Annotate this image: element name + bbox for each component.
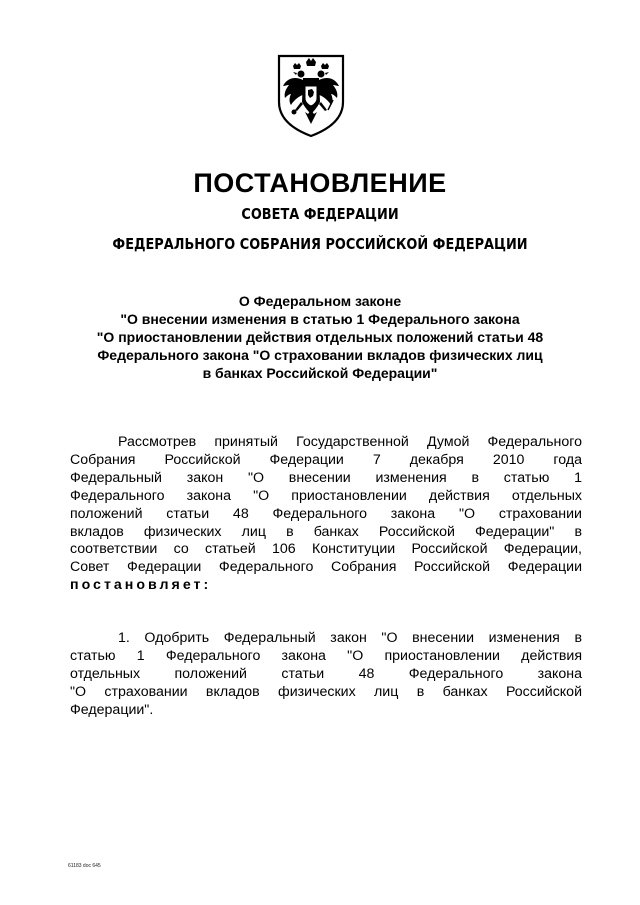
document-title: ПОСТАНОВЛЕНИЕ (193, 168, 447, 198)
paragraph-line: Федеральный закон "О внесении изменения в статью 1 (70, 469, 582, 486)
paragraph-line: статью 1 Федерального закона "О приостановлении действия (70, 647, 582, 664)
paragraph-line: Совет Федерации Федерального Собрания Российской Федерации (70, 559, 582, 576)
law-title (40, 292, 600, 382)
law-title-line: О Федеральном законе (238, 293, 402, 309)
document-subtitle-council: СОВЕТА ФЕДЕРАЦИИ (241, 205, 399, 223)
paragraph-line: Федерального закона "О приостановлении действия отдельных (70, 487, 582, 504)
paragraph-line: 1. Одобрить Федеральный закон "О внесении изменения в (118, 630, 582, 646)
law-title-line: в банках Российской Федерации" (202, 365, 438, 381)
document-code: 61183 doc 645 (68, 863, 101, 869)
law-title-line: "О внесении изменения в статью 1 Федерального закона (120, 311, 520, 327)
preamble-paragraph (70, 434, 582, 595)
document-subtitle-assembly: ФЕДЕРАЛЬНОГО СОБРАНИЯ РОССИЙСКОЙ ФЕДЕРАЦИИ (112, 235, 528, 253)
coat-of-arms-icon (273, 52, 349, 138)
paragraph-line: "О страховании вкладов физических лиц в банках Российской (70, 683, 582, 700)
paragraph-line: вкладов физических лиц в банках Российской Федерации" в (70, 523, 582, 540)
paragraph-line: Рассмотрев принятый Государственной Думой Федерального (118, 434, 582, 450)
resolves-word: постановляет: (70, 577, 212, 594)
law-title-line: "О приостановлении действия отдельных положений статьи 48 (96, 329, 544, 345)
paragraph-line: Собрания Российской Федерации 7 декабря 2010 года (70, 451, 582, 468)
law-title-line: Федерального закона "О страховании вкладов физических лиц (97, 347, 543, 363)
paragraph-line: положений статьи 48 Федерального закона "О страховании (70, 505, 582, 522)
paragraph-line: Федерации". (70, 701, 154, 718)
resolution-item-1 (70, 630, 582, 720)
paragraph-line: отдельных положений статьи 48 Федерального закона (70, 665, 582, 682)
paragraph-line: соответствии со статьей 106 Конституции Российской Федерации, (70, 541, 582, 558)
